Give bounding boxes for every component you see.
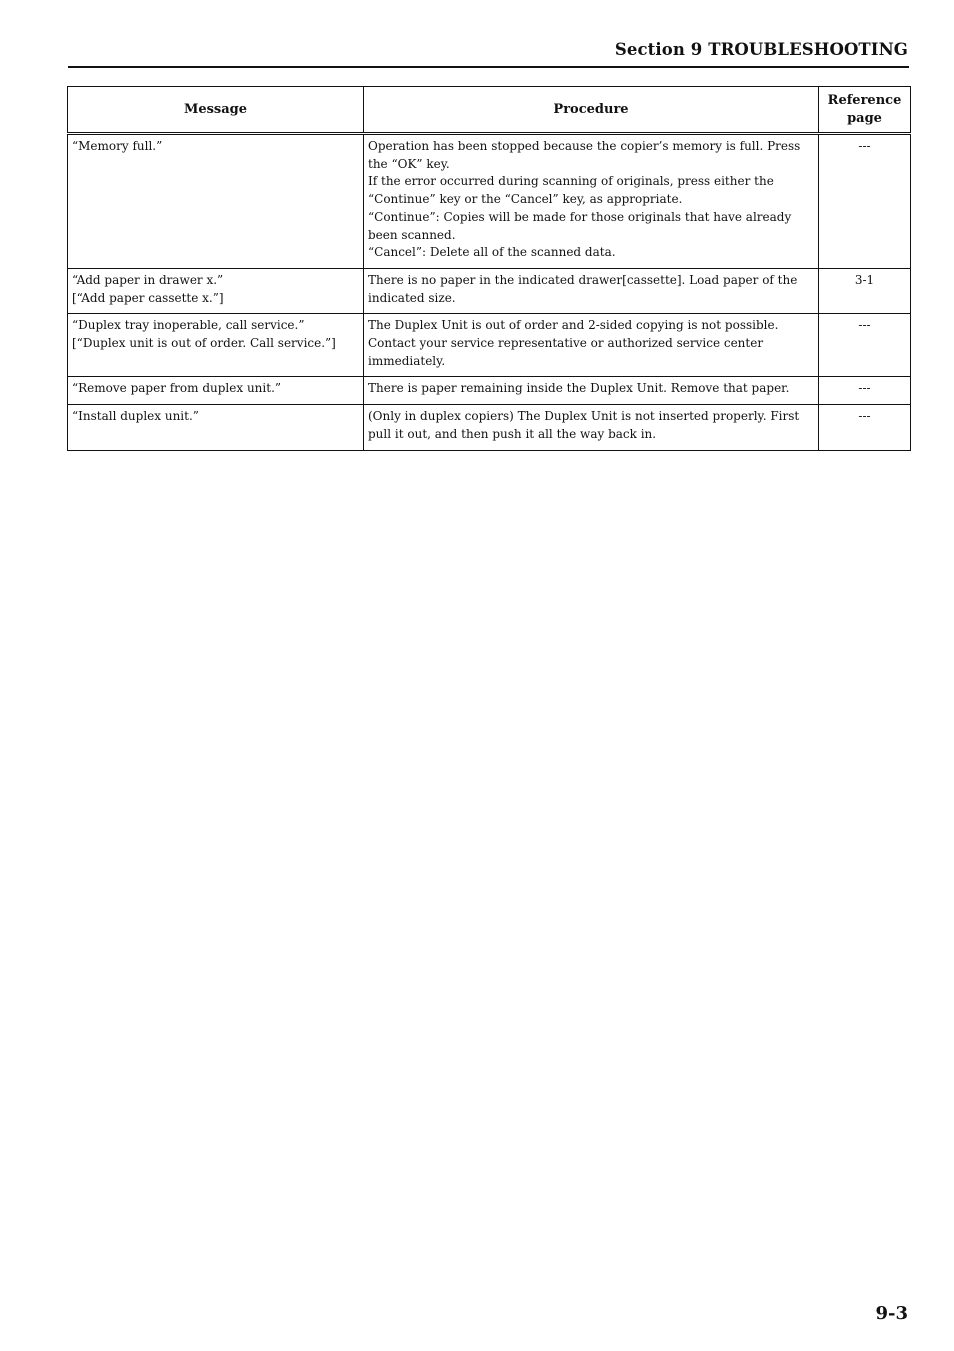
table-header-row	[68, 87, 911, 134]
column-header-procedure: Procedure	[364, 87, 819, 134]
column-header-message: Message	[68, 87, 364, 134]
table-row	[68, 405, 911, 450]
message-cell	[68, 314, 364, 377]
table-row	[68, 377, 911, 405]
procedure-cell	[364, 314, 819, 377]
procedure-text: Operation has been stopped because the copier’s memory is full. Press the “OK” key.	[368, 139, 801, 171]
procedure-text: There is paper remaining inside the Duplex Unit. Remove that paper.	[368, 381, 790, 396]
reference-header-line-2: page	[847, 110, 882, 126]
reference-cell: ---	[819, 134, 911, 269]
procedure-text: There is no paper in the indicated drawer[cassette]. Load paper of the indicated size.	[368, 272, 798, 305]
section-title: Section 9 TROUBLESHOOTING	[614, 40, 908, 59]
reference-cell: 3-1	[819, 268, 911, 313]
message-text: [“Add paper cassette x.”]	[72, 290, 224, 305]
procedure-text: (Only in duplex copiers) The Duplex Unit is not inserted properly. First pull it out, and then push it all the way back in.	[368, 409, 800, 441]
reference-cell: ---	[819, 405, 911, 450]
procedure-text: “Continue”: Copies will be made for those originals that have already been scanned.	[368, 209, 792, 242]
reference-cell: ---	[819, 314, 911, 377]
message-text: “Install duplex unit.”	[72, 409, 199, 424]
page-number: 9-3	[875, 1303, 908, 1324]
table-row	[68, 268, 911, 313]
message-cell	[68, 134, 364, 269]
procedure-cell	[364, 268, 819, 313]
reference-cell: ---	[819, 377, 911, 405]
message-cell	[68, 268, 364, 313]
table-row	[68, 314, 911, 377]
message-cell	[68, 377, 364, 405]
table-row	[68, 134, 911, 269]
procedure-cell	[364, 377, 819, 405]
message-text: “Add paper in drawer x.”	[72, 272, 224, 287]
message-text: “Duplex tray inoperable, call service.”	[72, 318, 305, 333]
message-text: [“Duplex unit is out of order. Call service.”]	[72, 336, 336, 351]
procedure-text: The Duplex Unit is out of order and 2-sided copying is not possible. Contact your service representative or authorized service center immediately.	[368, 318, 779, 368]
message-text: “Remove paper from duplex unit.”	[72, 381, 282, 396]
procedure-cell	[364, 134, 819, 269]
troubleshooting-table	[67, 86, 911, 451]
reference-header-line-1: Reference	[827, 92, 902, 108]
procedure-text: “Cancel”: Delete all of the scanned data.	[368, 245, 616, 260]
procedure-text: If the error occurred during scanning of originals, press either the “Continue” key or the “Cancel” key, as appropriate.	[368, 174, 774, 207]
column-header-reference-page	[819, 87, 911, 134]
message-text: “Memory full.”	[72, 139, 163, 153]
procedure-cell	[364, 405, 819, 450]
message-cell	[68, 405, 364, 450]
header-divider	[68, 66, 909, 68]
